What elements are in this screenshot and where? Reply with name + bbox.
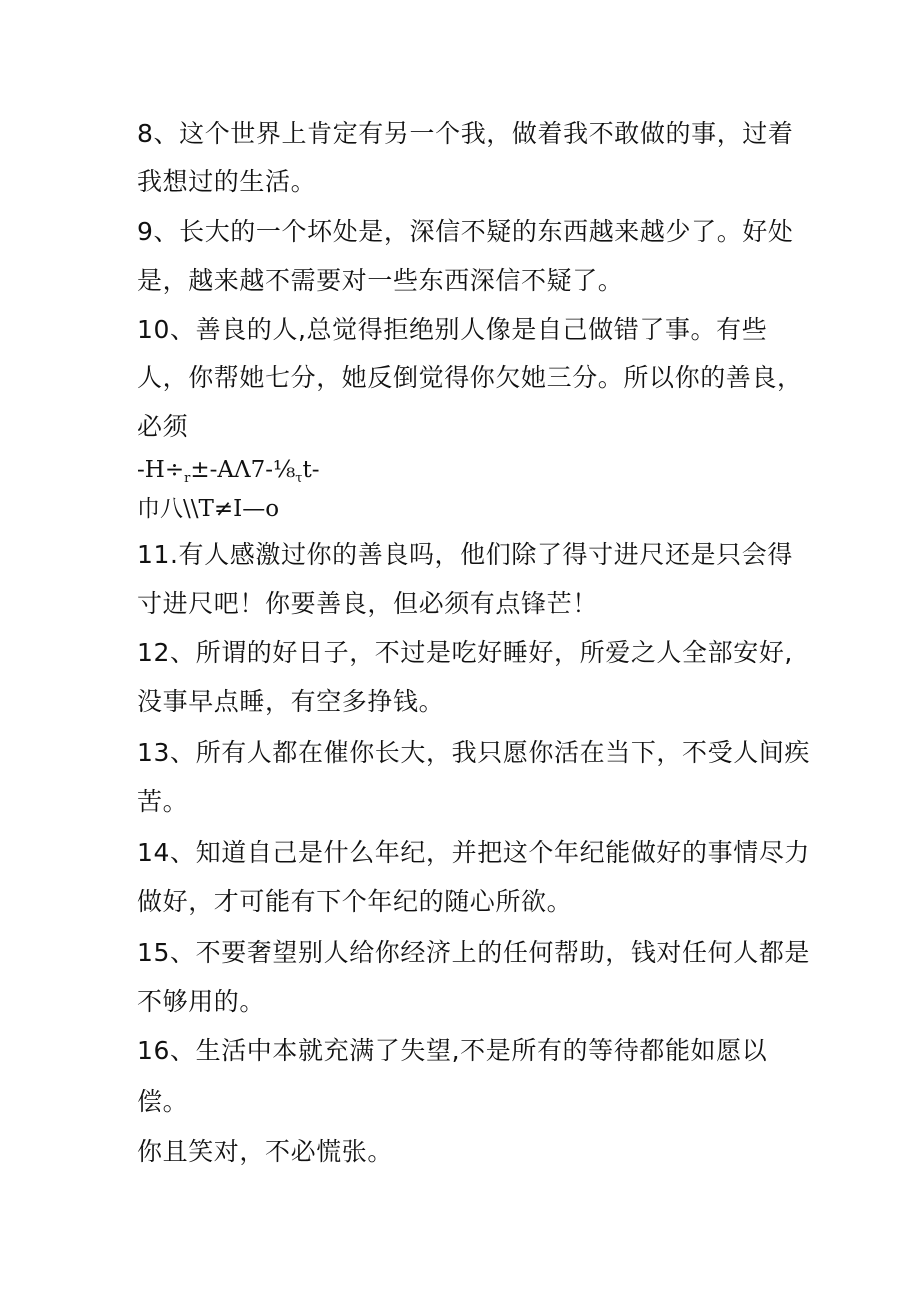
text-line: 没事早点睡，有空多挣钱。 xyxy=(137,687,445,716)
text-line-item-13: 13、所有人都在催你长大，我只愿你活在当下，不受人间疾 xyxy=(137,738,811,767)
garbled-subscript: r xyxy=(184,471,191,486)
text-line: 偿。 xyxy=(137,1087,189,1116)
garbled-fragment: -H÷ xyxy=(137,457,185,483)
text-line-item-9: 9、长大的一个坏处是，深信不疑的东西越来越少了。好处 xyxy=(137,217,794,246)
text-line-item-11: 11.有人感激过你的善良吗，他们除了得寸进尺还是只会得 xyxy=(137,540,793,569)
text-line: 我想过的生活。 xyxy=(137,167,317,196)
text-line-item-8: 8、这个世界上肯定有另一个我，做着我不敢做的事，过着 xyxy=(137,119,794,148)
text-line-item-10: 10、善良的人,总觉得拒绝别人像是自己做错了事。有些 xyxy=(137,315,768,344)
text-line-item-12: 12、所谓的好日子，不过是吃好睡好，所爱之人全部安好, xyxy=(137,638,793,667)
text-line: 是，越来越不需要对一些东西深信不疑了。 xyxy=(137,266,624,295)
text-line: 人，你帮她七分，她反倒觉得你欠她三分。所以你的善良， xyxy=(137,363,803,392)
text-line-closing: 你且笑对，不必慌张。 xyxy=(137,1137,394,1166)
garbled-fragment: t- xyxy=(302,457,320,483)
text-line: 不够用的。 xyxy=(137,987,266,1016)
garbled-fragment: ±-AΛ7-⅛ xyxy=(190,457,296,483)
text-line-item-15: 15、不要奢望别人给你经济上的任何帮助，钱对任何人都是 xyxy=(137,938,811,967)
text-line: 必须 xyxy=(137,412,189,441)
text-line-item-14: 14、知道自己是什么年纪，并把这个年纪能做好的事情尽力 xyxy=(137,838,811,867)
garbled-text-line xyxy=(137,454,320,495)
text-line-item-16: 16、生活中本就充满了失望,不是所有的等待都能如愿以 xyxy=(137,1036,768,1065)
garbled-subscript: τ xyxy=(295,471,303,486)
text-line: 做好，才可能有下个年纪的随心所欲。 xyxy=(137,887,573,916)
text-line: 寸进尺吧！你要善良，但必须有点锋芒！ xyxy=(137,589,598,618)
garbled-text-line: 巾八\\T≠I—o xyxy=(137,496,280,522)
text-line: 苦。 xyxy=(137,787,189,816)
